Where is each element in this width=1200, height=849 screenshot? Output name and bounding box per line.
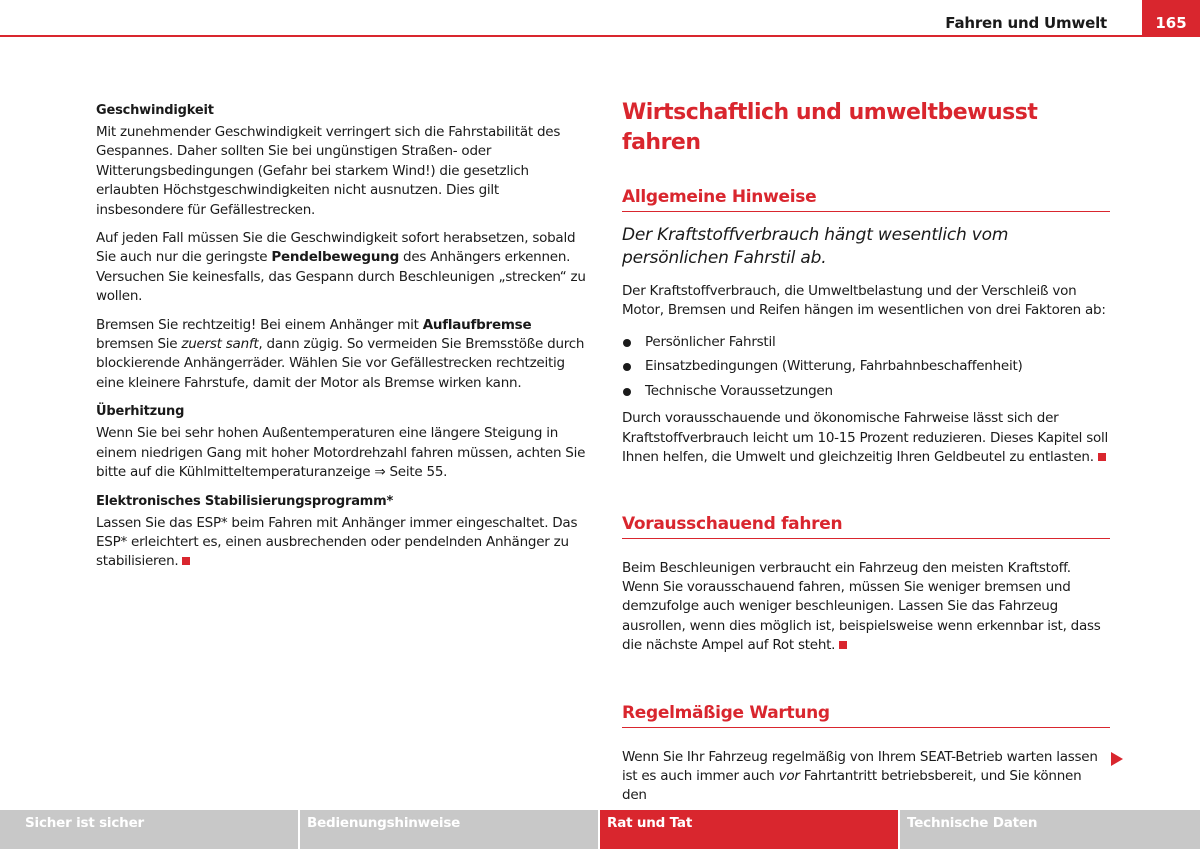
general-paragraph-1: Der Kraftstoffverbrauch, die Umweltbelastung und der Verschleiß von Motor, Bremsen und Reifen hängen im wesentlichen von drei Faktoren ab: [622, 283, 1106, 319]
section-anticipatory [622, 513, 1110, 656]
nav-tab-operation[interactable]: Bedienungshinweise [300, 810, 600, 849]
speed-heading: Geschwindigkeit [96, 103, 214, 118]
pendulum-emphasis: Pendelbewegung [271, 249, 399, 266]
anticipatory-paragraph: Beim Beschleunigen verbraucht ein Fahrzeug den meisten Kraftstoff. Wenn Sie vorausschauend fahren, müssen Sie weniger bremsen und demzufolge auch weniger beschleunigen. Lassen Sie das Fahrzeug ausrollen, wenn dies möglich ist, beispielsweise wenn erkennbar ist, dass die nächste Ampel auf Rot steht. [622, 559, 1101, 654]
before-emphasis: vor [778, 767, 800, 784]
section-end-icon [839, 641, 847, 649]
list-item: Einsatzbedingungen (Witterung, Fahrbahnbeschaffenheit) [622, 354, 1110, 379]
gently-emphasis: zuerst sanft [181, 336, 259, 353]
next-page-arrow-icon[interactable] [1111, 752, 1123, 766]
anticipatory-heading: Vorausschauend fahren [622, 513, 1110, 539]
maintenance-heading: Regelmäßige Wartung [622, 702, 1110, 728]
speed-paragraph-1: Mit zunehmender Geschwindigkeit verringert sich die Fahrstabilität des Gespannes. Daher sollten Sie bei ungünstigen Straßen- oder Witterungsbedingungen (Gefahr bei starkem Wind!) die gesetzlich erlaubten Höchstgeschwindigkeiten nicht ausnutzen. Dies gilt insbesondere für Gefällestrecken. [96, 124, 561, 218]
overheat-heading: Überhitzung [96, 404, 185, 420]
bullet-icon [623, 339, 631, 347]
general-intro: Der Kraftstoffverbrauch hängt wesentlich vom persönlichen Fahrstil ab. [622, 225, 1009, 268]
bottom-navigation [0, 810, 1200, 849]
left-column [96, 101, 586, 581]
section-end-icon [182, 557, 190, 565]
main-title: Wirtschaftlich und umweltbewusst fahren [622, 100, 1038, 155]
esp-paragraph: Lassen Sie das ESP* beim Fahren mit Anhänger immer eingeschaltet. Das ESP* erleichtert es, einen ausbrechenden oder pendelnden Anhänger zu stabilisieren. [96, 514, 578, 570]
chapter-title: Fahren und Umwelt [945, 14, 1107, 32]
general-paragraph-2: Durch vorausschauende und ökonomische Fahrweise lässt sich der Kraftstoffverbrauch leicht um 10-15 Prozent reduzieren. Dieses Kapitel soll Ihnen helfen, die Umwelt und gleichzeitig Ihren Geldbeutel zu entlasten. [622, 410, 1109, 466]
list-item: Persönlicher Fahrstil [622, 330, 1110, 355]
overheat-paragraph: Wenn Sie bei sehr hohen Außentemperaturen eine längere Steigung in einem niedrigen Gang mit hoher Motordrehzahl fahren müssen, achten Sie bitte auf die Kühlmitteltemperaturanzeige ⇒ Seite 55. [96, 425, 586, 481]
right-column [622, 98, 1110, 815]
speed-paragraph-3: Bremsen Sie rechtzeitig! Bei einem Anhänger mit Auflaufbremse bremsen Sie zuerst sanft, dann zügig. So vermeiden Sie Bremsstöße durch blockierende Anhängerräder. Wählen Sie vor Gefällestrecken rechtzeitig eine kleinere Fahrstufe, damit der Motor als Bremse wirken kann. [96, 316, 585, 391]
esp-heading: Elektronisches Stabilisierungsprogramm* [96, 493, 394, 509]
section-end-icon [1098, 453, 1106, 461]
header-rule [0, 35, 1200, 37]
section-general [622, 186, 1110, 468]
bullet-icon [623, 388, 631, 396]
general-heading: Allgemeine Hinweise [622, 186, 1110, 212]
overrun-brake-emphasis: Auflaufbremse [422, 316, 532, 333]
page-number: 165 [1142, 0, 1200, 37]
list-item: Technische Voraussetzungen [622, 379, 1110, 404]
factor-list [622, 330, 1110, 404]
section-maintenance [622, 702, 1110, 806]
nav-tab-safety[interactable]: Sicher ist sicher [0, 810, 300, 849]
speed-paragraph-2: Auf jeden Fall müssen Sie die Geschwindigkeit sofort herabsetzen, sobald Sie auch nur die geringste Pendelbewegung des Anhängers erkennen. Versuchen Sie keinesfalls, das Gespann durch Beschleunigen „strecken“ zu wollen. [96, 230, 586, 305]
nav-tab-technical-data[interactable]: Technische Daten [900, 810, 1200, 849]
nav-tab-advice[interactable]: Rat und Tat [600, 810, 900, 849]
maintenance-paragraph: Wenn Sie Ihr Fahrzeug regelmäßig von Ihrem SEAT-Betrieb warten lassen ist es auch immer auch vor Fahrtantritt betriebsbereit, und Sie können den [622, 748, 1098, 804]
bullet-icon [623, 363, 631, 371]
